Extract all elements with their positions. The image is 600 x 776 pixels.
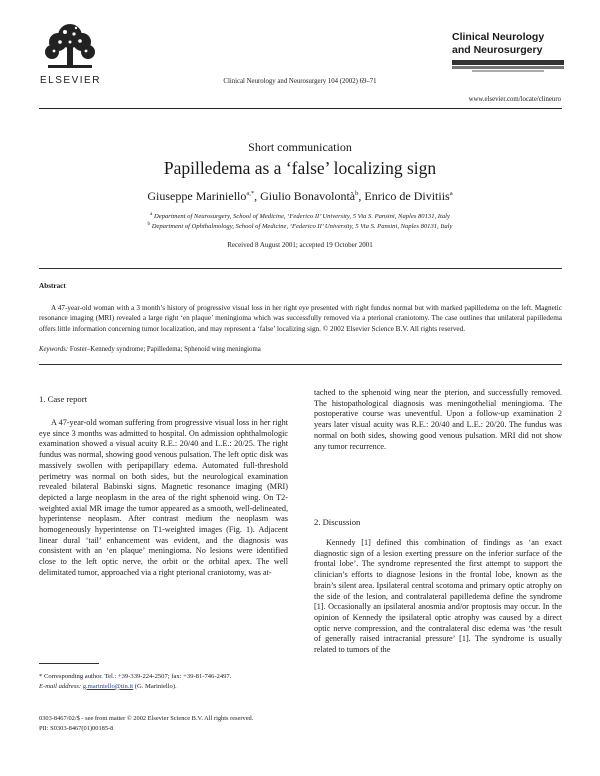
keywords xyxy=(39,346,261,353)
case-report-paragraph: A 47-year-old woman suffering from progressive visual loss in her right eye since 3 months was admitted to hospital. On admission ophthalmologic examination showed a visual acuity R.E.: 20/40 and L.E.: 20/25. The right fundus was normal, showing good venous pulsation. The left optic disk was massively swollen with peripapillary edema. Automated full-threshold perimetry was normal on both sides, but the neurological examination revealed bilateral Babinski signs. Magnetic resonance imaging (MRI) depicted a large neoplasm in the area of the right sphenoid wing. On T2-weighted axial MR image the tumor appeared as a smooth, well-delineated, hyperintense neoplasm. After contrast medium the neoplasm was homogeneously hyperintense on T1-weighted images (Fig. 1). Adjacent linear dural ‘tail’ enhancement was evident, and the diagnosis was consistent with an ‘en plaque’ meningioma. No lesions were identified close to the left optic nerve, the orbit or the orbital apex. The well delimitated tumor, approached via a right pterional craniotomy, was at- xyxy=(39,418,288,577)
journal-citation: Clinical Neurology and Neurosurgery 104 (2002) 69–71 xyxy=(223,78,377,85)
author-separator: , xyxy=(358,189,365,203)
journal-title xyxy=(452,31,544,57)
abstract-heading: Abstract xyxy=(39,282,66,290)
section-heading-discussion: 2. Discussion xyxy=(314,517,361,527)
case-report-text-left xyxy=(39,418,288,579)
abstract-text: A 47-year-old woman with a 3 month’s history of progressive visual loss in her right eye presented with right fundus normal but with marked papilledema on the left. Magnetic resonance imaging (MRI) revealed a large right ‘en plaque’ meningioma which was successfully removed via a pterional craniotomy. The case outlines that unilateral papilledema offers little information concerning tumor localization, and may represent a ‘false’ localizing sign. © 2002 Elsevier Science B.V. All rights reserved. xyxy=(39,304,562,333)
discussion-paragraph: Kennedy [1] defined this combination of findings as ‘an exact diagnostic sign of a lesion exerting pressure on the inferior surface of the frontal lobe’. The syndrome represented the first attempt to support the clinician’s efforts to diagnose lesions in the frontal lobe, known as the brain’s silent area. Ipsilateral central scotoma and primary optic atrophy on the side of the lesion, and contralateral papilledema define the syndrome [1]. Occasionally an ipsilateral anosmia and/or proptosis may occur. In the opinion of Kennedy the ipsilateral optic atrophy was caused by a direct optic nerve compression, and the contralateral disc edema was ‘the result of generally raised intracranial pressure’ [1]. The syndrome is usually related to tumors of the xyxy=(314,538,562,655)
publisher-name: ELSEVIER xyxy=(40,75,101,86)
author-name: Giuseppe Mariniello xyxy=(147,189,247,203)
affiliation-mark: b xyxy=(147,222,151,227)
journal-url[interactable]: www.elsevier.com/locate/clineuro xyxy=(468,96,561,103)
author-name: Enrico de Divitiis xyxy=(364,189,450,203)
email-link[interactable]: g.mariniello@tin.it xyxy=(82,682,134,690)
affiliation-text: Department of Neurosurgery, School of Medicine, ‘Federico II’ University, 5 Via S. Pansini, Naples 80131, Italy xyxy=(154,213,450,221)
author-list xyxy=(0,189,600,204)
email-label: E-mail address: xyxy=(39,682,82,690)
journal-cover-thumbnail xyxy=(452,58,564,74)
author-separator: , xyxy=(254,189,261,203)
email-owner: (G. Mariniello). xyxy=(134,682,177,690)
footnote-contact: * Corresponding author. Tel.: +39-339-224-2507; fax: +39-81-746-2497. xyxy=(39,673,232,680)
author-affiliation-mark: b xyxy=(355,190,359,197)
discussion-text xyxy=(314,538,562,656)
article-title: Papilledema as a ‘false’ localizing sign xyxy=(163,158,437,178)
case-report-text-right xyxy=(314,388,562,452)
corresponding-author-footnote xyxy=(39,672,288,691)
affiliation-mark: a xyxy=(150,212,153,217)
keywords-text: Foster–Kennedy syndrome; Papilledema; Sphenoid wing meningioma xyxy=(69,346,261,353)
abstract-top-rule xyxy=(39,268,562,269)
footnote-email-line xyxy=(39,682,288,692)
copyright-line: 0303-8467/02/$ - see front matter © 2002 Elsevier Science B.V. All rights reserved. xyxy=(39,715,254,722)
article-type: Short communication xyxy=(248,140,352,154)
author-affiliation-mark: a xyxy=(449,190,453,197)
section-heading-case-report: 1. Case report xyxy=(39,394,87,404)
affiliation-text: Department of Ophthalmology, School of Medicine, ‘Federico II’ University, 5 Via S. Pansini, Naples 80131, Italy xyxy=(151,223,453,231)
header-rule xyxy=(39,108,562,109)
publication-info xyxy=(39,714,253,734)
journal-title-line2: and Neurosurgery xyxy=(452,44,543,56)
author-affiliation-mark: a,* xyxy=(246,190,255,197)
abstract-bottom-rule xyxy=(39,364,562,365)
journal-title-line1: Clinical Neurology xyxy=(452,31,545,43)
footnote-rule xyxy=(39,663,99,664)
received-dates: Received 8 August 2001; accepted 19 October 2001 xyxy=(227,241,373,249)
elsevier-tree-logo xyxy=(40,22,100,72)
case-report-paragraph-continued: tached to the sphenoid wing near the pterion, and successfully removed. The histopathological diagnosis was meningothelial meningioma. The postoperative course was uneventful. Upon a follow-up examination 2 years later visual acuity was R.E.: 20/40 and L.E.: 20/20. The fundus was normal on both sides, showing good venous pulsation. MRI did not show any tumor recurrence. xyxy=(314,388,562,451)
author-name: Giulio Bonavolontà xyxy=(260,189,356,203)
pii-line: PII: S0303-8467(01)00185-8 xyxy=(39,724,114,732)
affiliation-b xyxy=(0,222,600,230)
affiliation-a xyxy=(0,212,600,220)
keywords-label: Keywords: xyxy=(39,346,69,353)
